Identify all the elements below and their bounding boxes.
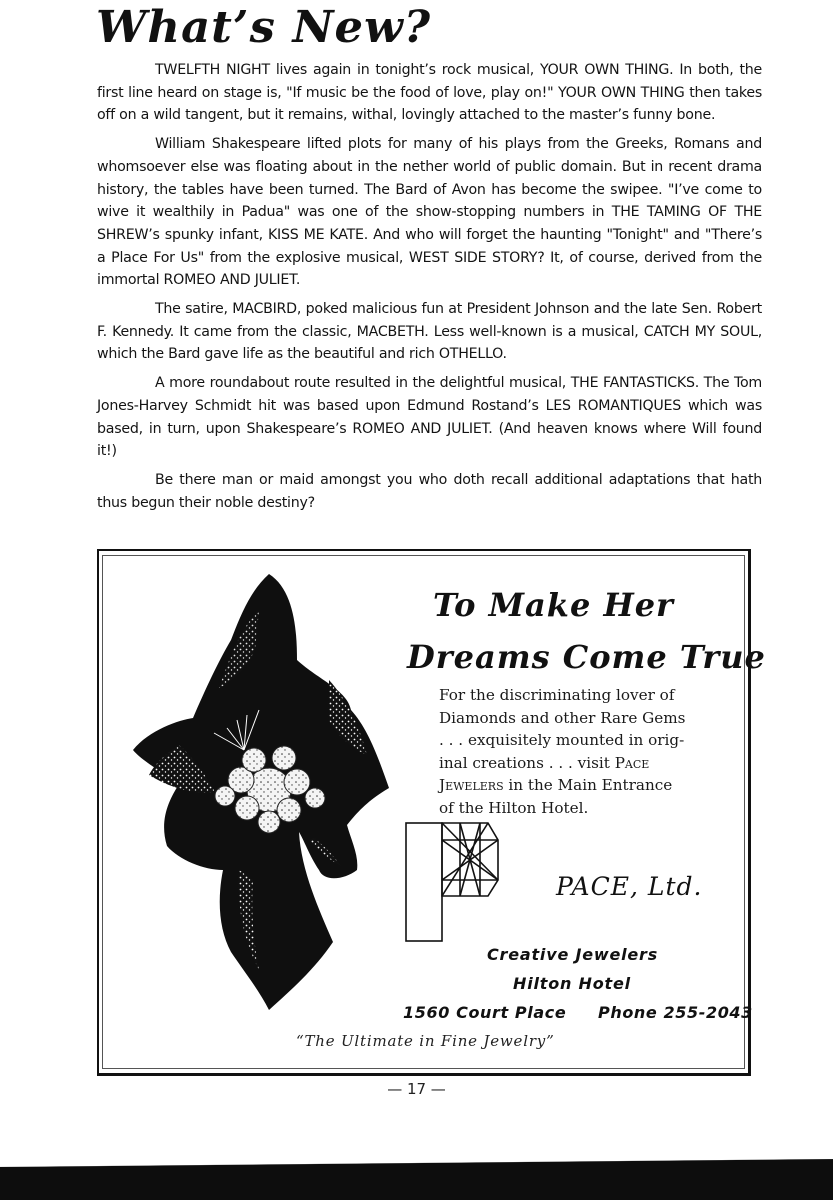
ad-body-line: Diamonds and other Rare Gems: [439, 708, 686, 727]
scan-edge-strip: [0, 1163, 833, 1200]
company-phone: Phone 255-2043: [598, 1003, 753, 1022]
jewelry-advertisement: [97, 549, 766, 1076]
page-number: — 17 —: [387, 1080, 446, 1098]
company-address: 1560 Court Place: [403, 1003, 567, 1022]
article-paragraph: William Shakespeare lifted plots for many of his plays from the Greeks, Romans and whomsoever else was floating about in the nether world of public domain. But in recent drama history, the tables have been turned. The Bard of Avon has become the swipee. "I’ve come to wive it wealthily in Padua" was one of the show-stopping numbers in THE TAMING OF THE SHREW’s spunky infant, KISS ME KATE. And who will forget the haunting "Tonight" and "There’s a Place For Us" from the explosive musical, WEST SIDE STORY? It, of course, derived from the immortal ROMEO AND JULIET.: [97, 136, 762, 289]
ad-body-line: of the Hilton Hotel.: [439, 798, 589, 817]
ad-body-copy: [439, 684, 735, 820]
company-location: Hilton Hotel: [513, 974, 631, 993]
bow-brooch-illustration-icon: [119, 570, 419, 1015]
ad-body-line: [439, 774, 735, 797]
pace-diamond-logo-icon: [405, 822, 501, 944]
ad-body-line: [439, 752, 735, 775]
article-body: [97, 59, 762, 520]
article-paragraph: A more roundabout route resulted in the delightful musical, THE FANTASTICKS. The Tom Jones-Harvey Schmidt hit was based upon Edmund Rostand’s LES ROMANTIQUES which was based, in turn, upon Shakespeare’s ROMEO AND JULIET. (And heaven knows where Will found it!): [97, 375, 762, 460]
company-tagline: Creative Jewelers: [487, 945, 659, 964]
article-paragraph: The satire, MACBIRD, poked malicious fun at President Johnson and the late Sen. Robert F. Kennedy. It came from the classic, MACBETH. Less well-known is a musical, CATCH MY SOUL, which the Bard gave life as the beautiful and rich OTHELLO.: [97, 301, 762, 363]
ad-inner-border: [102, 555, 766, 1069]
page-title: What’s New?: [96, 2, 432, 53]
ad-headline-line-1: To Make Her: [433, 586, 674, 624]
ad-slogan: “The Ultimate in Fine Jewelry”: [296, 1032, 555, 1050]
ad-body-line: . . . exquisitely mounted in orig-: [439, 731, 685, 750]
ad-headline-line-2: Dreams Come True: [407, 638, 766, 676]
article-paragraph: Be there man or maid amongst you who doth recall additional adaptations that hath thus begun their noble destiny?: [97, 471, 762, 511]
ad-body-line: For the discriminating lover of: [439, 686, 675, 704]
company-name: PACE, Ltd.: [556, 872, 703, 901]
ad-body-text: inal creations . . . visit: [439, 753, 615, 772]
article-paragraph: TWELFTH NIGHT lives again in tonight’s rock musical, YOUR OWN THING. In both, the first line heard on stage is, "If music be the food of love, play on!" YOUR OWN THING then takes off on a wild tangent, but it remains, withal, lovingly attached to the master’s funny bone.: [97, 62, 762, 124]
ad-brand-name: Jewelers: [439, 776, 504, 795]
ad-body-text: in the Main Entrance: [503, 776, 673, 795]
ad-brand-name: Pace: [614, 753, 650, 772]
